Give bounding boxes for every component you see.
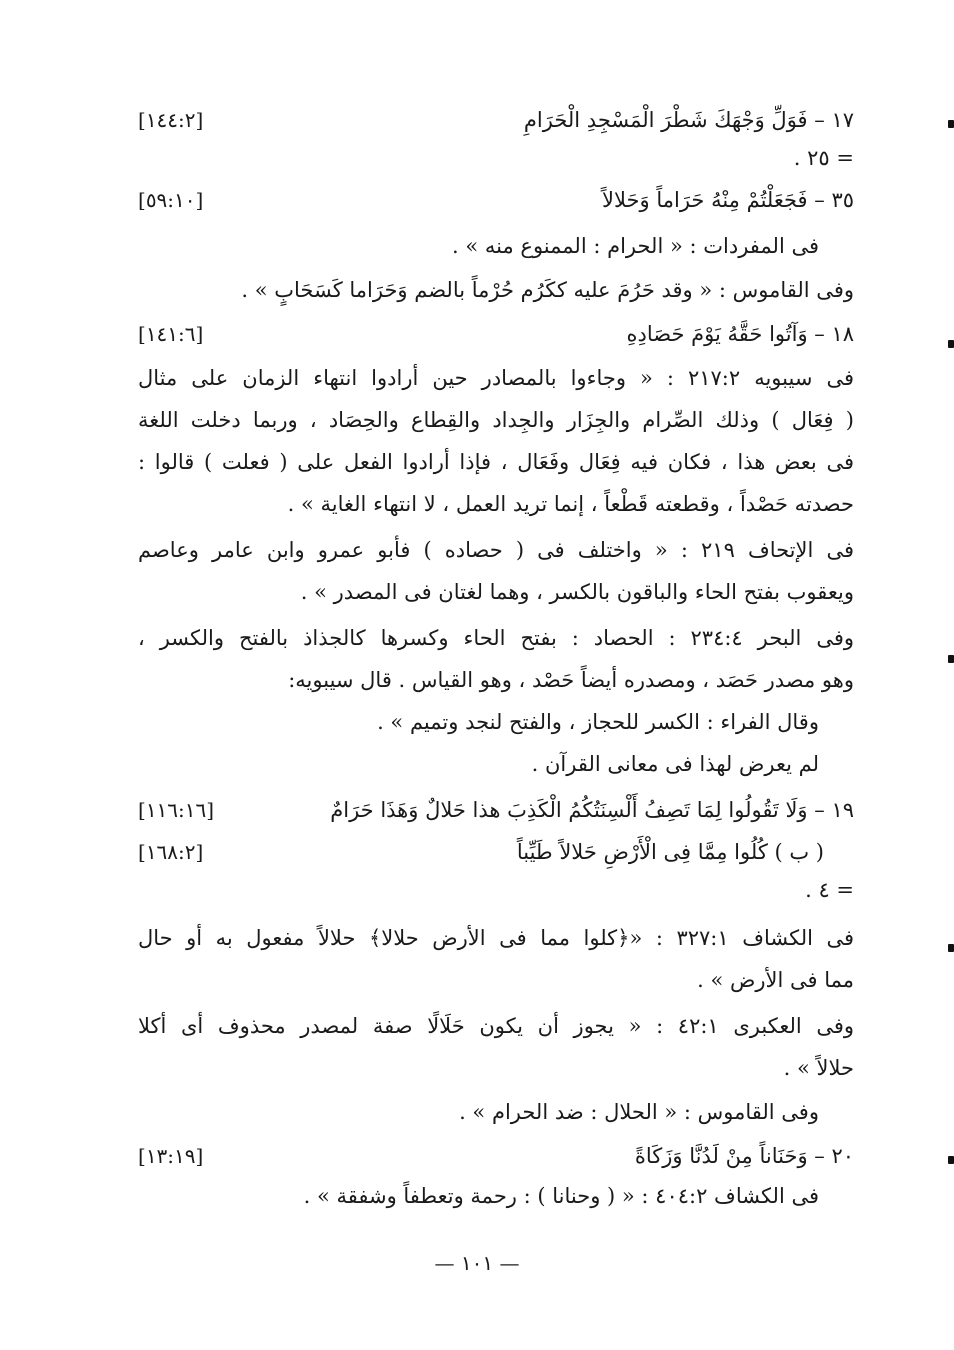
verse-19: ١٩ – وَلَا تَقُولُوا لِمَا تَصِفُ أَلْسِنَتُكُمُ الْكَذِبَ هذا حَلالٌ وَهَذَا حَرَامٌ — [330, 798, 854, 822]
verse-35-reference: [٥٩:١٠] — [138, 188, 204, 212]
verse-17: ١٧ – فَوَلِّ وَجْهَكَ شَطْرَ الْمَسْجِدِ الْحَرَامِ — [523, 108, 854, 132]
kashshaf-note-line-2: مما فى الأرض » . — [697, 968, 854, 992]
sibawayh-note-line-2: ( فِعَال ) وذلك الصِّرام والجِزَار والجِداد والقِطاع والحِصَاد ، وربما دخلت اللغة — [138, 408, 854, 432]
kashshaf-note-hanan: فى الكشاف ٤٠٤:٢ : « ( وحنانا ) : رحمة وتعطفاً وشفقة » . — [303, 1184, 819, 1208]
bahr-note-line-2: وهو مصدر حَصَد ، ومصدره أيضاً حَصْد ، وهو القياس . قال سيبويه: — [288, 668, 854, 692]
verse-19-reference: [١١٦:١٦] — [138, 798, 215, 822]
sibawayh-note-line-4: حصدته حَصْداً ، وقطعته قَطْعاً ، إنما تريد العمل ، لا انتهاء الغاية » . — [287, 492, 854, 516]
margin-mark — [948, 1156, 954, 1164]
kashshaf-note-line-1: فى الكشاف ٣٢٧:١ : «﴿كلوا مما فى الأرض حلالا﴾ حلالاً مفعول به أو حال — [138, 926, 854, 950]
verse-17-reference: [١٤٤:٢] — [138, 108, 204, 132]
sibawayh-note-line-1: فى سيبويه ٢١٧:٢ : « وجاءوا بالمصادر حين أرادوا انتهاء الزمان على مثال — [138, 366, 854, 390]
verse-17-count: = ٢٥ . — [793, 146, 854, 170]
ithaf-note-line-2: ويعقوب بفتح الحاء والباقون بالكسر ، وهما لغتان فى المصدر » . — [300, 580, 854, 604]
qamus-note-halal: وفى القاموس : « الحلال : ضد الحرام » . — [459, 1100, 819, 1124]
verse-19b-reference: [١٦٨:٢] — [138, 840, 204, 864]
verse-20-reference: [١٣:١٩] — [138, 1144, 204, 1168]
margin-mark — [948, 944, 954, 952]
bahr-note-line-1: وفى البحر ٢٣٤:٤ : الحصاد : بفتح الحاء وكسرها كالجذاذ بالفتح والكسر ، — [138, 626, 854, 650]
verse-20: ٢٠ – وَحَنَاناً مِنْ لَدُنَّا وَزَكَاةً — [634, 1144, 854, 1168]
ukbari-note-line-2: حلالاً » . — [783, 1056, 854, 1080]
maani-note: لم يعرض لهذا فى معانى القرآن . — [531, 752, 819, 776]
sibawayh-note-line-3: فى بعض هذا ، فكان فيه فِعَال وفَعَال ، فإذا أرادوا الفعل على ( فعلت ) قالوا : — [138, 450, 854, 474]
mufradat-note: فى المفردات : « الحرام : الممنوع منه » . — [452, 234, 819, 258]
verse-18: ١٨ – وَآتُوا حَقَّهُ يَوْمَ حَصَادِهِ — [626, 322, 854, 346]
verse-35: ٣٥ – فَجَعَلْتُمْ مِنْهُ حَرَاماً وَحَلالاً — [602, 188, 854, 212]
page-number: — ١٠١ — — [434, 1251, 520, 1275]
verse-19b: ( ب ) كُلُوا مِمَّا فِى الْأَرْضِ حَلالاً طَيِّباً — [516, 840, 824, 864]
qamus-note-haram: وفى القاموس : « وقد حَرُمَ عليه ككَرُم حُرْماً بالضم وَحَرَاما كَسَحَابٍ » . — [241, 278, 854, 302]
farra-note: وقال الفراء : الكسر للحجاز ، والفتح لنجد وتميم » . — [377, 710, 819, 734]
margin-mark — [948, 340, 954, 348]
verse-19-count: = ٤ . — [805, 878, 854, 902]
ithaf-note-line-1: فى الإتحاف ٢١٩ : « واختلف فى ( حصاده ) فأبو عمرو وابن عامر وعاصم — [138, 538, 854, 562]
verse-18-reference: [١٤١:٦] — [138, 322, 204, 346]
ukbari-note-line-1: وفى العكبرى ٤٢:١ : « يجوز أن يكون حَلَالًا صفة لمصدر محذوف أى أكلا — [138, 1014, 854, 1038]
margin-mark — [948, 120, 954, 128]
margin-mark — [948, 655, 954, 663]
